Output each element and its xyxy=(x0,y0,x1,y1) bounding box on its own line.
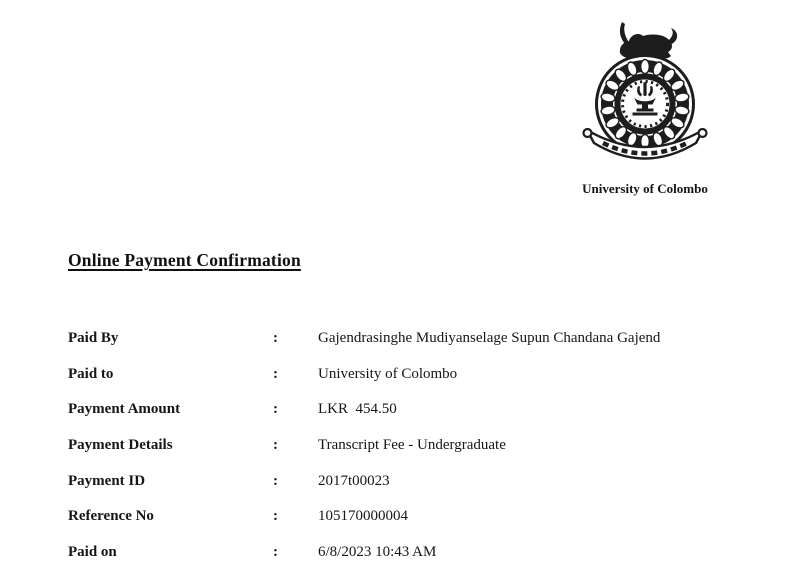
detail-separator: : xyxy=(273,472,278,489)
university-logo xyxy=(570,12,720,197)
detail-separator: : xyxy=(273,365,278,382)
detail-separator: : xyxy=(273,437,278,454)
detail-value: LKR 454.50 xyxy=(318,401,397,418)
detail-label: Paid on xyxy=(68,544,117,561)
detail-separator: : xyxy=(273,544,278,561)
detail-label: Paid By xyxy=(68,330,119,346)
university-name: University of Colombo xyxy=(582,181,708,196)
detail-value: Transcript Fee - Undergraduate xyxy=(318,437,506,454)
detail-separator: : xyxy=(273,330,278,346)
detail-value: 2017t00023 xyxy=(318,472,390,489)
detail-label: Reference No xyxy=(68,508,154,525)
detail-label: Payment Amount xyxy=(68,401,181,418)
detail-value: 6/8/2023 10:43 AM xyxy=(318,544,437,561)
university-of-colombo-crest-icon xyxy=(579,12,711,176)
detail-value: University of Colombo xyxy=(318,365,458,382)
detail-value: Gajendrasinghe Mudiyanselage Supun Chandana Gajend xyxy=(318,330,661,346)
detail-label: Payment ID xyxy=(68,472,146,489)
detail-separator: : xyxy=(273,508,278,525)
detail-value: 105170000004 xyxy=(318,508,408,525)
page-title: Online Payment Confirmation xyxy=(68,250,301,270)
detail-label: Payment Details xyxy=(68,437,173,454)
detail-separator: : xyxy=(273,401,278,418)
detail-label: Paid to xyxy=(68,365,114,382)
payment-details-list xyxy=(68,329,728,579)
